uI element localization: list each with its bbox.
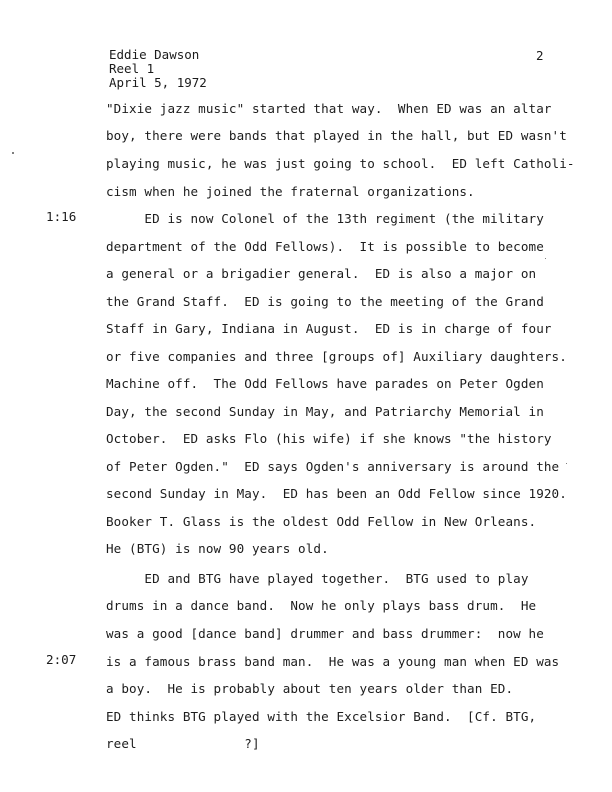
reel-label: Reel 1 <box>109 61 155 76</box>
text-line: drums in a dance band. Now he only plays bass drum. He <box>106 598 537 613</box>
text-line: boy, there were bands that played in the hall, but ED wasn't <box>106 128 567 143</box>
text-line: department of the Odd Fellows). It is possible to become <box>106 239 544 254</box>
interview-date: April 5, 1972 <box>109 75 207 90</box>
text-line: a general or a brigadier general. ED is also a major on <box>106 266 537 281</box>
scan-speck <box>545 258 546 259</box>
interviewee-name: Eddie Dawson <box>109 47 200 62</box>
text-line: ED is now Colonel of the 13th regiment (the military <box>106 211 544 226</box>
page-number: 2 <box>536 48 544 63</box>
text-line: the Grand Staff. ED is going to the meeting of the Grand <box>106 294 544 309</box>
time-marker-1: 1:16 <box>46 209 77 224</box>
text-line: reel ?] <box>106 736 260 751</box>
text-line: Day, the second Sunday in May, and Patriarchy Memorial in <box>106 404 544 419</box>
text-line: of Peter Ogden." ED says Ogden's anniversary is around the <box>106 459 560 474</box>
text-line: playing music, he was just going to school. ED left Catholi- <box>106 156 575 171</box>
text-line: Staff in Gary, Indiana in August. ED is in charge of four <box>106 321 552 336</box>
time-marker-2: 2:07 <box>46 652 77 667</box>
text-line: was a good [dance band] drummer and bass drummer: now he <box>106 626 544 641</box>
text-line: ED and BTG have played together. BTG used to play <box>106 571 529 586</box>
text-line: Machine off. The Odd Fellows have parades on Peter Ogden <box>106 376 544 391</box>
text-line: is a famous brass band man. He was a young man when ED was <box>106 654 560 669</box>
text-line: or five companies and three [groups of] Auxiliary daughters. <box>106 349 567 364</box>
text-line: October. ED asks Flo (his wife) if she knows "the history <box>106 431 552 446</box>
text-line: a boy. He is probably about ten years older than ED. <box>106 681 514 696</box>
text-line: "Dixie jazz music" started that way. When ED was an altar <box>106 101 552 116</box>
text-line: second Sunday in May. ED has been an Odd Fellow since 1920. <box>106 486 567 501</box>
text-line: He (BTG) is now 90 years old. <box>106 541 329 556</box>
text-line: ED thinks BTG played with the Excelsior Band. [Cf. BTG, <box>106 709 537 724</box>
text-line: Booker T. Glass is the oldest Odd Fellow in New Orleans. <box>106 514 537 529</box>
text-line: cism when he joined the fraternal organizations. <box>106 184 475 199</box>
scan-speck <box>12 152 14 154</box>
scan-speck <box>566 463 567 464</box>
